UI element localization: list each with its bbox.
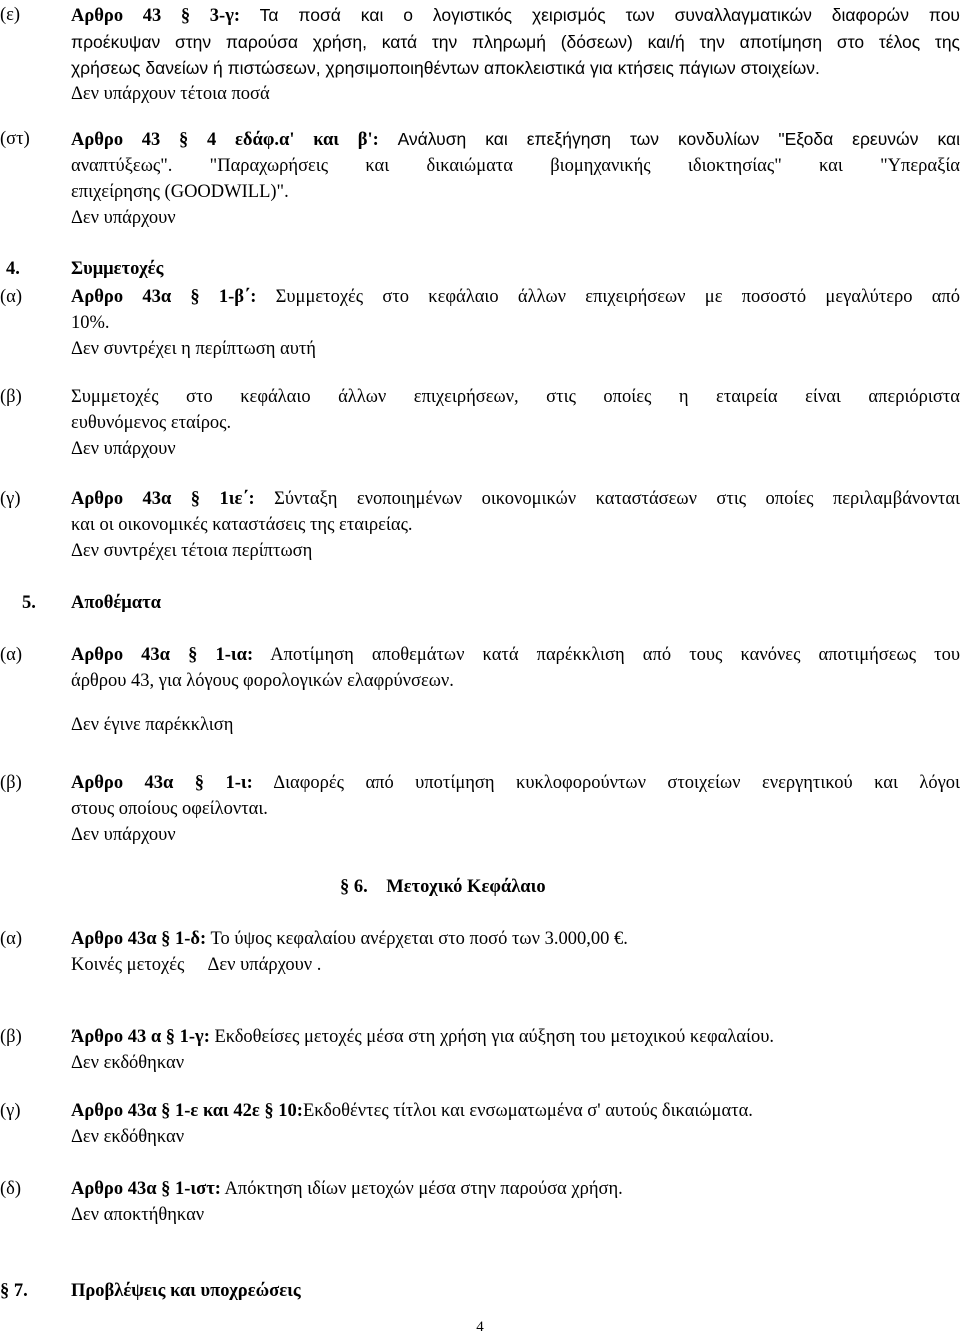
article-ref: Αρθρο 43α § 1-β΄:: [71, 287, 257, 307]
item-note: Δεν αποκτήθηκαν: [71, 1205, 205, 1225]
section-number: § 6.: [340, 877, 368, 897]
item-text: Ανάλυση και επεξήγηση των κονδυλίων "Εξοδα ερευνών και: [397, 129, 960, 149]
article-ref: Αρθρο 43 § 3-γ:: [71, 6, 241, 26]
item-text: 10%.: [71, 313, 110, 333]
item-note: Δεν υπάρχουν: [71, 439, 176, 459]
item-text: Τα ποσά και ο λογιστικός χειρισμός των συναλλαγματικών διαφορών που: [259, 5, 960, 25]
article-ref: Αρθρο 43 § 4 εδάφ.α' και β':: [71, 130, 379, 150]
article-ref: Αρθρο 43α § 1-ε και 42ε § 10:: [71, 1101, 303, 1121]
article-ref: Αρθρο 43α § 1-δ:: [71, 929, 207, 949]
item-text: προέκυψαν στην παρούσα χρήση, κατά την πληρωμή (δόσεων) και/ή την αποτίμηση στο τέλος της: [71, 32, 960, 52]
item-label: (α): [0, 287, 23, 307]
item-text: επιχείρησης (GOODWILL)".: [71, 182, 289, 202]
item-label: (ε): [0, 5, 21, 25]
section-number: 4.: [6, 259, 20, 279]
item-note: Δεν υπάρχουν τέτοια ποσά: [71, 84, 270, 104]
item-label: (δ): [0, 1179, 22, 1199]
item-text: Το ύψος κεφαλαίου ανέρχεται στο ποσό των 3.000,00 €.: [210, 929, 628, 949]
item-note: Δεν εκδόθηκαν: [71, 1053, 185, 1073]
item-note: Δεν υπάρχουν: [71, 825, 176, 845]
shares-label: Κοινές μετοχές: [71, 955, 185, 975]
item-text: Απόκτηση ιδίων μετοχών μέσα στην παρούσα χρήση.: [224, 1179, 623, 1199]
item-text: ευθυνόμενος εταίρος.: [71, 413, 232, 433]
item-text: Εκδοθείσες μετοχές μέσα στη χρήση για αύξηση του μετοχικού κεφαλαίου.: [214, 1027, 774, 1047]
item-note: Δεν υπάρχουν .: [207, 955, 322, 975]
item-note: Δεν συντρέχει η περίπτωση αυτή: [71, 339, 316, 359]
item-text: Αποτίμηση αποθεμάτων κατά παρέκκλιση από τους κανόνες αποτιμήσεως του: [270, 645, 960, 665]
article-ref: Αρθρο 43α § 1-ι:: [71, 773, 253, 793]
article-ref: Αρθρο 43α § 1-ια:: [71, 645, 254, 665]
section-title: Αποθέματα: [71, 593, 161, 613]
article-ref: Άρθρο 43 α § 1-γ:: [71, 1027, 210, 1047]
section-number: 5.: [22, 593, 36, 613]
section-title: Συμμετοχές: [71, 259, 164, 279]
page-number: 4: [476, 1319, 484, 1335]
section-title: Μετοχικό Κεφάλαιο: [386, 877, 546, 897]
item-label: (α): [0, 929, 23, 949]
item-label: (β): [0, 387, 22, 407]
item-label: (γ): [0, 489, 21, 509]
item-text: Συμμετοχές στο κεφάλαιο άλλων επιχειρήσεων με ποσοστό μεγαλύτερο από: [275, 287, 960, 307]
item-text: και οι οικονομικές καταστάσεις της εταιρείας.: [71, 515, 413, 535]
item-note: Δεν συντρέχει τέτοια περίπτωση: [71, 541, 313, 561]
item-text: Σύνταξη ενοποιημένων οικονομικών καταστάσεων στις οποίες περιλαμβάνονται: [274, 489, 960, 509]
article-ref: Αρθρο 43α § 1-ιστ:: [71, 1179, 221, 1199]
item-text: Διαφορές από υποτίμηση κυκλοφορούντων στοιχείων ενεργητικού και λόγοι: [273, 773, 960, 793]
item-text: αναπτύξεως". "Παραχωρήσεις και δικαιώματα βιομηχανικής ιδιοκτησίας" και "Υπεραξία: [71, 156, 960, 176]
item-text: άρθρου 43, για λόγους φορολογικών ελαφρύνσεων.: [71, 671, 454, 691]
item-note: Δεν έγινε παρέκκλιση: [71, 715, 234, 735]
item-label: (στ): [0, 129, 30, 149]
item-note: Δεν υπάρχουν: [71, 208, 176, 228]
item-label: (β): [0, 773, 22, 793]
section-number: § 7.: [0, 1281, 28, 1301]
item-label: (γ): [0, 1101, 21, 1121]
section-title: Προβλέψεις και υποχρεώσεις: [71, 1281, 301, 1301]
item-label: (α): [0, 645, 23, 665]
item-text: Συμμετοχές στο κεφάλαιο άλλων επιχειρήσεων, στις οποίες η εταιρεία είναι απεριόριστα: [71, 387, 960, 407]
item-text: Εκδοθέντες τίτλοι και ενσωματωμένα σ' αυτούς δικαιώματα.: [302, 1101, 753, 1121]
article-ref: Αρθρο 43α § 1ιε΄:: [71, 489, 255, 509]
item-text: χρήσεως δανείων ή πιστώσεων, χρησιμοποιηθέντων αποκλειστικά για κτήσεις πάγιων στοιχείων.: [71, 58, 820, 78]
item-note: Δεν εκδόθηκαν: [71, 1127, 185, 1147]
item-label: (β): [0, 1027, 22, 1047]
item-text: στους οποίους οφείλονται.: [71, 799, 268, 819]
